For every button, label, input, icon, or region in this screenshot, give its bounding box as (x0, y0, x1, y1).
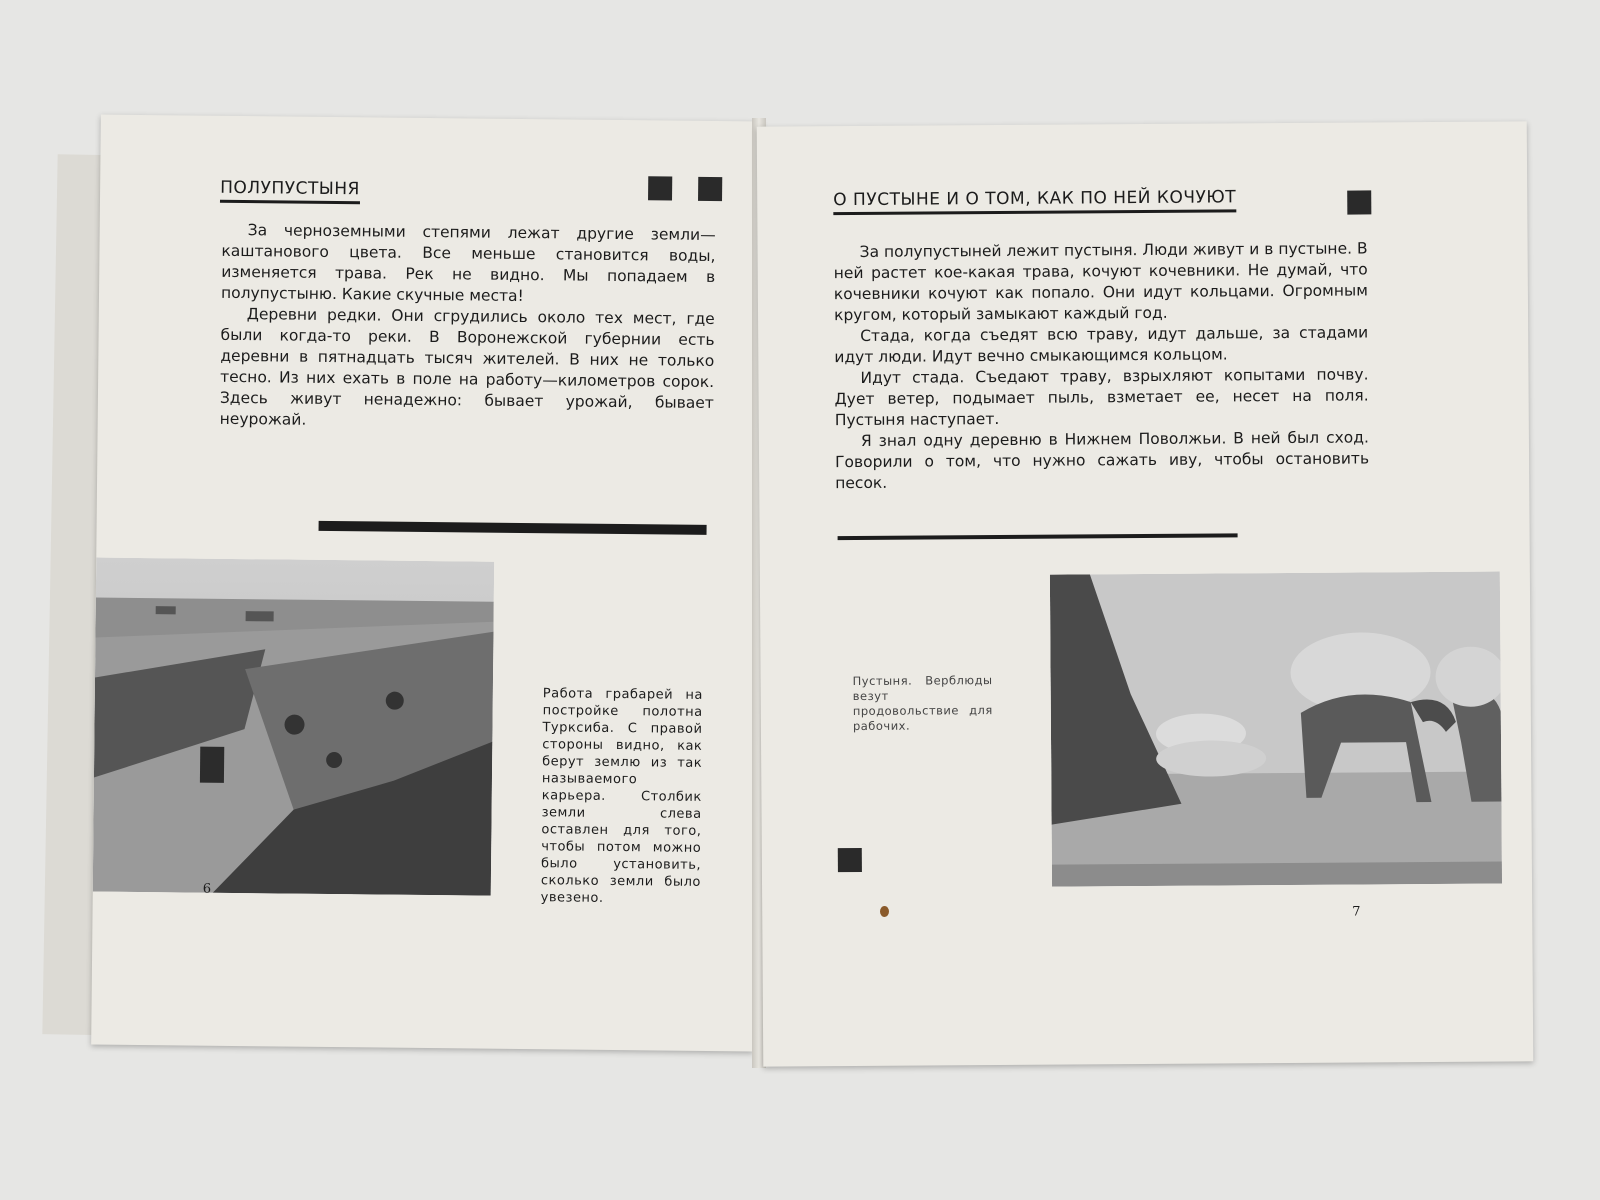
left-page-body (220, 220, 716, 435)
decorative-square (698, 177, 722, 201)
page-number: 7 (1352, 904, 1361, 920)
paper-stain (880, 906, 889, 917)
paragraph: Стада, когда съедят всю траву, идут дальше, за стадами идут люди. Идут вечно смыкающимся кольцом. (834, 323, 1369, 367)
left-page-heading: ПОЛУПУСТЫНЯ (220, 178, 360, 204)
decorative-square (1347, 190, 1371, 214)
left-photo-caption: Работа грабарей на постройке полотна Турксиба. С правой стороны видно, как берут землю из так называемого карьера. Столбик земли слева оставлен для того, чтобы потом можно было установить, сколько земли было увезено. (540, 686, 703, 906)
decorative-square (648, 176, 672, 200)
left-page (91, 115, 763, 1052)
decorative-square (838, 848, 862, 872)
right-photo-caption: Пустыня. Верблюды везут продовольствие для рабочих. (852, 673, 993, 734)
earthworks-photo (93, 558, 494, 896)
divider-rule (319, 521, 707, 535)
paragraph: Идут стада. Съедают траву, взрыхляют копытами почву. Дует ветер, подымает пыль, взметает ее, несет на поля. Пустыня наступает. (834, 365, 1369, 430)
page-number: 6 (202, 881, 212, 897)
paragraph: За полупустыней лежит пустыня. Люди живут и в пустыне. В ней растет кое-какая трава, кочуют кочевники. Не думай, что кочевники кочуют как попало. Они идут кольцами. Огромным кругом, который замыкают каждый год. (833, 239, 1368, 325)
divider-rule (838, 533, 1238, 540)
paragraph: За черноземными степями лежат другие земли—каштанового цвета. Все меньше становится воды, изменяется трава. Рек не видно. Мы попадаем в полупустыню. Какие скучные места! (220, 221, 716, 305)
camels-photo (1050, 572, 1502, 887)
right-page (757, 121, 1534, 1066)
right-page-heading: О ПУСТЫНЕ И О ТОМ, КАК ПО НЕЙ КОЧУЮТ (833, 187, 1236, 215)
paragraph: Я знал одну деревню в Нижнем Поволжьи. В ней был сход. Говорили о том, что нужно сажать иву, чтобы остановить песок. (835, 428, 1370, 493)
paragraph: Деревни редки. Они сгрудились около тех мест, где были когда-то реки. В Воронежской губернии есть деревни в пятнадцать тысяч жителей. В них не только тесно. Из них ехать в поле на работу—километров сорок. Здесь живут ненадежно: бывает урожай, бывает неурожай. (219, 305, 715, 429)
right-page-body (834, 238, 1370, 494)
